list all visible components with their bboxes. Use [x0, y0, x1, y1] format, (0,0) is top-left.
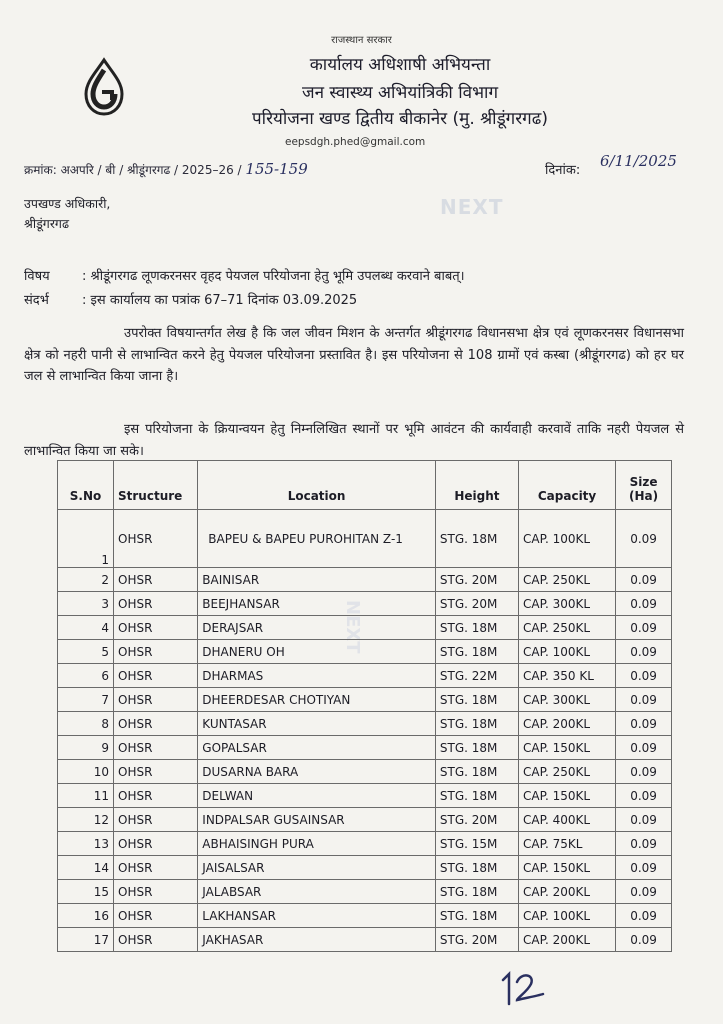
- cell-structure: OHSR: [114, 616, 198, 640]
- header-size-line-2: (Ha): [628, 489, 659, 503]
- government-title: राजस्थान सरकार: [331, 35, 392, 46]
- cell-location: DHARMAS: [198, 664, 436, 688]
- cell-location: DUSARNA BARA: [198, 760, 436, 784]
- cell-structure: OHSR: [114, 880, 198, 904]
- cell-capacity: CAP. 300KL: [519, 688, 616, 712]
- cell-location: GOPALSAR: [198, 736, 436, 760]
- cell-height: STG. 20M: [435, 928, 518, 952]
- office-email: eepsdgh.phed@gmail.com: [285, 136, 426, 148]
- cell-capacity: CAP. 250KL: [519, 616, 616, 640]
- department-title: जन स्वास्थ्य अभियांत्रिकी विभाग: [301, 83, 499, 103]
- cell-location: DELWAN: [198, 784, 436, 808]
- table-row: [58, 568, 672, 592]
- table-row: [58, 592, 672, 616]
- cell-structure: OHSR: [114, 510, 198, 568]
- cell-location: JALABSAR: [198, 880, 436, 904]
- cell-height: STG. 18M: [435, 880, 518, 904]
- cell-capacity: CAP. 400KL: [519, 808, 616, 832]
- cell-sno: 14: [58, 856, 114, 880]
- cell-sno: 17: [58, 928, 114, 952]
- addressee-line-1: उपखण्ड अधिकारी,: [24, 196, 111, 211]
- cell-size: 0.09: [616, 736, 672, 760]
- cell-capacity: CAP. 150KL: [519, 784, 616, 808]
- cell-size: 0.09: [616, 760, 672, 784]
- cell-sno: 9: [58, 736, 114, 760]
- cell-sno: 3: [58, 592, 114, 616]
- division-title: परियोजना खण्ड द्वितीय बीकानेर (मु. श्रीडूंगरगढ): [252, 109, 548, 129]
- table-row: [58, 688, 672, 712]
- cell-location: DERAJSAR: [198, 616, 436, 640]
- table-row: [58, 928, 672, 952]
- cell-height: STG. 18M: [435, 712, 518, 736]
- header-structure: Structure: [114, 461, 198, 510]
- cell-height: STG. 18M: [435, 904, 518, 928]
- cell-sno: 4: [58, 616, 114, 640]
- header-size: [616, 461, 672, 510]
- header-sno: S.No: [58, 461, 114, 510]
- land-allotment-table: [57, 460, 672, 952]
- cell-structure: OHSR: [114, 688, 198, 712]
- table-row: [58, 712, 672, 736]
- table-row: [58, 856, 672, 880]
- header-height: Height: [435, 461, 518, 510]
- cell-structure: OHSR: [114, 760, 198, 784]
- table-row: [58, 904, 672, 928]
- cell-size: 0.09: [616, 880, 672, 904]
- date-handwritten: 6/11/2025: [600, 152, 677, 170]
- cell-location: BEEJHANSAR: [198, 592, 436, 616]
- cell-height: STG. 18M: [435, 688, 518, 712]
- cell-location: INDPALSAR GUSAINSAR: [198, 808, 436, 832]
- letter-number-prefix: क्रमांक: अअपरि / बी / श्रीडूंगरगढ / 2025–26 /: [24, 163, 242, 177]
- handwritten-signature-mark: [495, 960, 555, 1010]
- cell-location: BAPEU & BAPEU PUROHITAN Z-1: [198, 510, 436, 568]
- cell-location: JAKHASAR: [198, 928, 436, 952]
- cell-capacity: CAP. 300KL: [519, 592, 616, 616]
- table-row: [58, 880, 672, 904]
- cell-structure: OHSR: [114, 712, 198, 736]
- addressee-line-2: श्रीडूंगरगढ: [24, 216, 70, 231]
- cell-location: DHANERU OH: [198, 640, 436, 664]
- cell-size: 0.09: [616, 712, 672, 736]
- reference-text: : इस कार्यालय का पत्रांक 67–71 दिनांक 03.09.2025: [82, 293, 358, 308]
- cell-sno: 12: [58, 808, 114, 832]
- cell-capacity: CAP. 100KL: [519, 640, 616, 664]
- cell-height: STG. 20M: [435, 808, 518, 832]
- body-paragraph-1: उपरोक्त विषयान्तर्गत लेख है कि जल जीवन मिशन के अन्तर्गत श्रीडूंगरगढ विधानसभा क्षेत्र एवं लूणकरनसर विधानसभा क्षेत्र को नहरी पानी से लाभान्वित करने हेतु पेयजल परियोजना प्रस्तावित है। इस परियोजना से 108 ग्रामों एवं कस्बा (श्रीडूंगरगढ) को हर घर जल से लाभान्वित किया जाना है।: [24, 326, 684, 384]
- cell-height: STG. 18M: [435, 510, 518, 568]
- cell-sno: 16: [58, 904, 114, 928]
- cell-height: STG. 20M: [435, 592, 518, 616]
- cell-capacity: CAP. 350 KL: [519, 664, 616, 688]
- cell-structure: OHSR: [114, 736, 198, 760]
- table-row: [58, 760, 672, 784]
- table-row: [58, 784, 672, 808]
- cell-sno: 7: [58, 688, 114, 712]
- letter-number: [24, 160, 308, 178]
- cell-structure: OHSR: [114, 808, 198, 832]
- cell-location: LAKHANSAR: [198, 904, 436, 928]
- cell-capacity: CAP. 150KL: [519, 736, 616, 760]
- body-paragraph-2: इस परियोजना के क्रियान्वयन हेतु निम्नलिखित स्थानों पर भूमि आवंटन की कार्यवाही करवावें ताकि नहरी पेयजल से लाभान्वित किया जा सके।: [24, 422, 684, 459]
- cell-sno: 2: [58, 568, 114, 592]
- cell-structure: OHSR: [114, 832, 198, 856]
- cell-size: 0.09: [616, 928, 672, 952]
- cell-sno: 15: [58, 880, 114, 904]
- cell-sno: 11: [58, 784, 114, 808]
- table-row: [58, 616, 672, 640]
- reference-label: संदर्भ: [24, 293, 49, 308]
- cell-height: STG. 18M: [435, 616, 518, 640]
- office-title: कार्यालय अधिशाषी अभियन्ता: [309, 55, 491, 75]
- cell-size: 0.09: [616, 640, 672, 664]
- watermark-vertical: NEXT: [342, 600, 363, 654]
- table-row: [58, 808, 672, 832]
- cell-capacity: CAP. 200KL: [519, 712, 616, 736]
- cell-size: 0.09: [616, 592, 672, 616]
- cell-height: STG. 20M: [435, 568, 518, 592]
- cell-capacity: CAP. 150KL: [519, 856, 616, 880]
- cell-height: STG. 18M: [435, 760, 518, 784]
- cell-size: 0.09: [616, 832, 672, 856]
- cell-structure: OHSR: [114, 664, 198, 688]
- cell-sno: 1: [58, 510, 114, 568]
- table-row: [58, 736, 672, 760]
- cell-capacity: CAP. 250KL: [519, 760, 616, 784]
- header-capacity: Capacity: [519, 461, 616, 510]
- table-row: [58, 832, 672, 856]
- cell-size: 0.09: [616, 688, 672, 712]
- cell-sno: 5: [58, 640, 114, 664]
- cell-structure: OHSR: [114, 640, 198, 664]
- cell-structure: OHSR: [114, 856, 198, 880]
- cell-size: 0.09: [616, 568, 672, 592]
- cell-height: STG. 18M: [435, 736, 518, 760]
- cell-capacity: CAP. 250KL: [519, 568, 616, 592]
- cell-capacity: CAP. 200KL: [519, 880, 616, 904]
- cell-capacity: CAP. 100KL: [519, 510, 616, 568]
- cell-sno: 6: [58, 664, 114, 688]
- cell-location: KUNTASAR: [198, 712, 436, 736]
- cell-size: 0.09: [616, 856, 672, 880]
- cell-location: BAINISAR: [198, 568, 436, 592]
- subject-text: : श्रीडूंगरगढ लूणकरनसर वृहद पेयजल परियोजना हेतु भूमि उपलब्ध करवाने बाबत्।: [82, 269, 465, 284]
- cell-sno: 13: [58, 832, 114, 856]
- cell-structure: OHSR: [114, 592, 198, 616]
- table-row: [58, 664, 672, 688]
- subject-label: विषय: [24, 269, 50, 284]
- cell-size: 0.09: [616, 808, 672, 832]
- table-header-row: [58, 461, 672, 510]
- cell-capacity: CAP. 100KL: [519, 904, 616, 928]
- watermark: NEXT: [440, 195, 504, 219]
- cell-structure: OHSR: [114, 568, 198, 592]
- cell-size: 0.09: [616, 664, 672, 688]
- header-location: Location: [198, 461, 436, 510]
- cell-structure: OHSR: [114, 928, 198, 952]
- cell-capacity: CAP. 200KL: [519, 928, 616, 952]
- cell-capacity: CAP. 75KL: [519, 832, 616, 856]
- cell-size: 0.09: [616, 904, 672, 928]
- date-label: दिनांक:: [545, 163, 581, 178]
- table-row: [58, 640, 672, 664]
- cell-height: STG. 22M: [435, 664, 518, 688]
- cell-sno: 8: [58, 712, 114, 736]
- header-size-line-1: Size: [629, 475, 658, 489]
- cell-location: DHEERDESAR CHOTIYAN: [198, 688, 436, 712]
- letter-number-handwritten: 155-159: [245, 160, 308, 178]
- cell-location: JAISALSAR: [198, 856, 436, 880]
- cell-size: 0.09: [616, 510, 672, 568]
- cell-size: 0.09: [616, 616, 672, 640]
- cell-structure: OHSR: [114, 904, 198, 928]
- cell-location: ABHAISINGH PURA: [198, 832, 436, 856]
- cell-height: STG. 18M: [435, 640, 518, 664]
- cell-height: STG. 15M: [435, 832, 518, 856]
- cell-height: STG. 18M: [435, 784, 518, 808]
- cell-sno: 10: [58, 760, 114, 784]
- cell-structure: OHSR: [114, 784, 198, 808]
- table-row: [58, 510, 672, 568]
- cell-size: 0.09: [616, 784, 672, 808]
- cell-height: STG. 18M: [435, 856, 518, 880]
